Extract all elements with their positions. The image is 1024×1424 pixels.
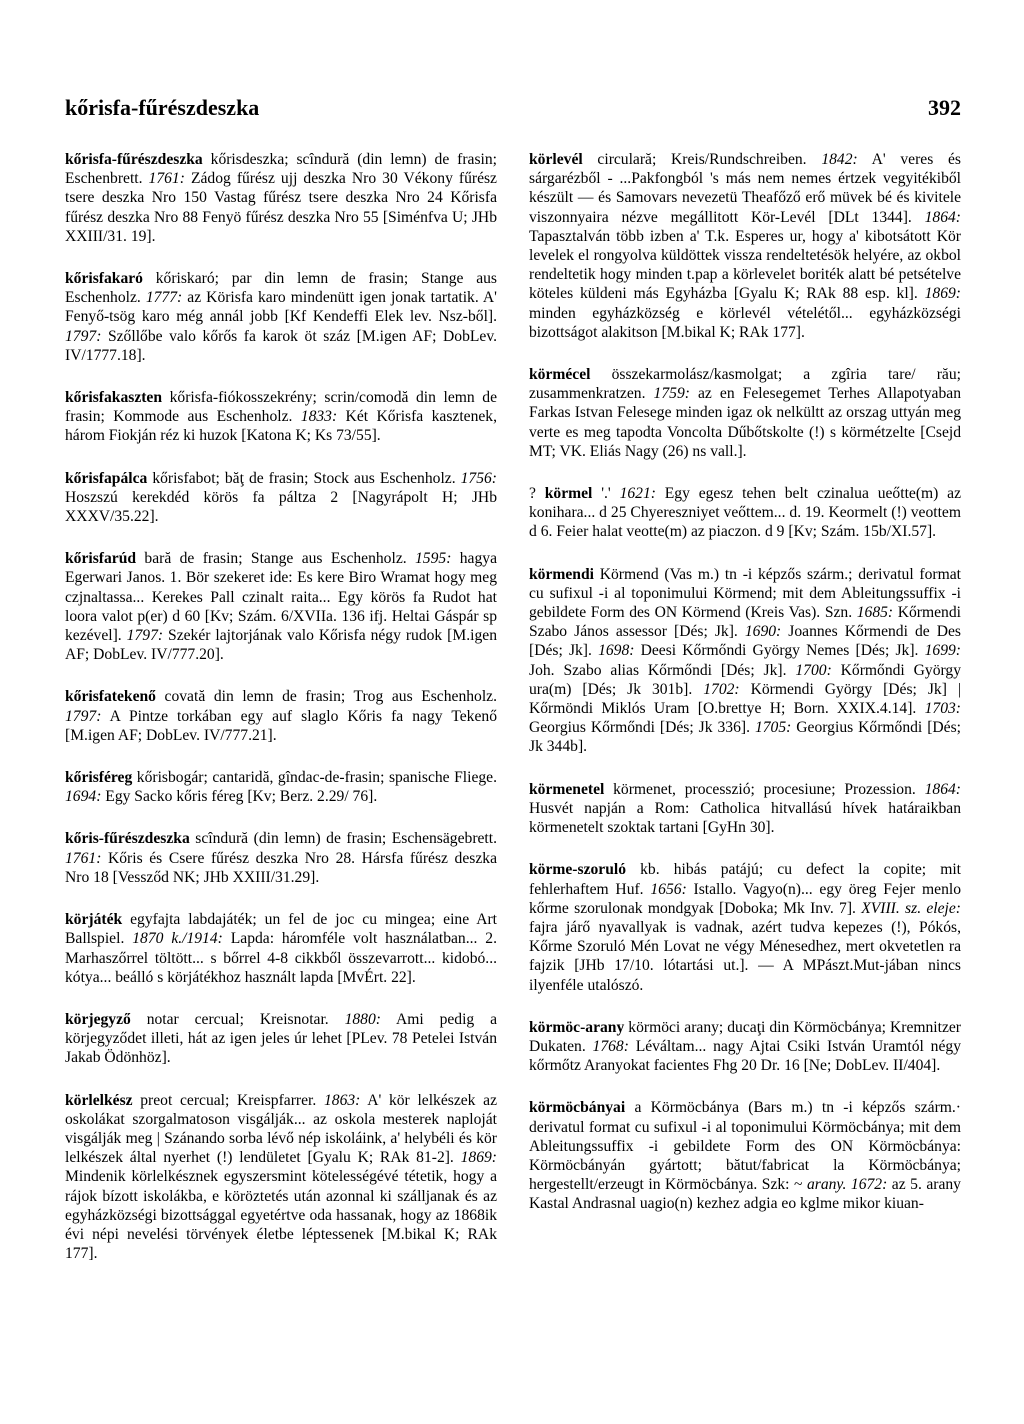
entry-text: bară de frasin; Stange aus Eschenholz. xyxy=(136,550,415,568)
entry-text: Hoszszú kerekdéd körös fa páltza 2 [Nagyrápolt H; JHb XXXV/35.22]. xyxy=(65,488,497,526)
entry-text: fajra járő nyavallyak is vadnak, azért tudva kepezes (!), Pókós, Kőrme Szoruló Mén Lovat ne végy Ménesedhez, mert okvetetlen ra fajzik [JHb 17/10. lótartási ut.]. — A MPászt.Mut-jában nincs ilyenféle utalószó. xyxy=(529,918,961,994)
entry-text: A' veres és sárgarézből - ...Pakfongból 's más nem nemes értzek vegyitékiből készült — és Samovars nevezetü Theafőző erő müvek bé és kivitele viszonnyaira nézve megállitott Kör-Levél [DLt 1344]. xyxy=(529,151,961,226)
entry-text: kőrisdeszka; scîndură (din lemn) de frasin; Eschenbrett. xyxy=(65,151,497,188)
entry-text: A' kör lelkészek az oskolákat szorgalmatoson visgálják... az oskola mesterek naploját visgálják meg | Szánando sorba lévő nép iskoláink, a' helybéli és kör lelkészek által nyerhet (!) lendületet [Gyalu K; RAk 81-2]. xyxy=(65,1091,497,1167)
date-label: 1761: xyxy=(65,849,102,867)
date-label: 1869: xyxy=(460,1149,497,1167)
dictionary-entry xyxy=(65,150,497,246)
dictionary-entry xyxy=(529,565,961,757)
date-label: 1869: xyxy=(924,285,961,303)
headword: körlelkész xyxy=(65,1091,133,1109)
date-label: 1870 k./1914: xyxy=(132,930,223,948)
entry-text: A Pintze torkában egy auf slaglo Kőris fa nagy Tekenő [M.igen AF; DobLev. IV/777.21]. xyxy=(65,707,497,744)
entry-text: Egy Sacko kőris féreg [Kv; Berz. 2.29/ 76]. xyxy=(101,788,378,806)
date-label: 1700: xyxy=(795,661,832,679)
entry-text: Ami pedig a körjegyződet illeti, hát az igen jeles úr lehet [PLev. 78 Petelei István Jakab Ödönhöz]. xyxy=(65,1010,498,1067)
headword: kőrisfakaró xyxy=(65,270,143,288)
entry-text: notar cercual; Kreisnotar. xyxy=(130,1010,345,1028)
entry-text: körmenet, processzió; procesiune; Prozession. xyxy=(604,780,925,798)
entry-text: preot cercual; Kreispfarrer. xyxy=(132,1091,324,1109)
headword: körmécel xyxy=(529,366,591,384)
entry-text: hagya Egerwari Janos. 1. Bör szekeret ide: Es kere Biro Wramat hogy meg czjnaltassa... Kerekes Pall czinalt raita... Egy körös fa Rudot hat loora valot p(er) d 60 [Kv; Szám. 6/XVIIa. 136 ifj. Heltai Gáspár sp kezével]. xyxy=(65,550,497,645)
entry-text: Körmend (Vas m.) tn -i képzős szárm.; derivatul format cu sufixul -i al toponimului Körmend; mit dem Ableitungssuffix -i gebildete Form des ON Körmend (Kreis Vas). Szn. xyxy=(529,565,961,622)
headword: körlevél xyxy=(529,151,583,168)
dictionary-entry xyxy=(65,768,497,806)
date-label: 1621: xyxy=(619,485,656,503)
headword: kőrisfarúd xyxy=(65,550,137,568)
entry-text: kb. hibás patájú; cu defect la copite; mit fehlerhaftem Huf. xyxy=(529,861,961,898)
entry-text: Georgius Kőrmőndi [Dés; Jk 344b]. xyxy=(529,719,961,756)
entry-text: Mindenik körlelkésznek egyszersmint kötelességévé tétetik, hogy a rájok bízott iskolákba, e köröztetés után azonnal ki szálljanak és az egyházközségi bizottsággal egyetértve oda hassanak, hogy az 1868ik évi népi nevelési törvények életbe léptessenek [M.bikal K; RAk 177]. xyxy=(65,1168,497,1263)
dictionary-entry xyxy=(529,484,961,542)
dictionary-entry xyxy=(529,860,961,994)
date-label: 1880: xyxy=(344,1010,381,1028)
date-label: 1761: xyxy=(148,170,185,188)
entry-text: kőrisbogár; cantaridă, gîndac-de-frasin; spanische Fliege. xyxy=(132,769,497,787)
dictionary-entry xyxy=(65,469,497,527)
entry-text: Georgius Kőrmőndi [Dés; Jk 336]. xyxy=(529,719,755,737)
date-label: 1698: xyxy=(598,642,635,660)
entry-text: Deesi Kőrmőndi György Nemes [Dés; Jk]. xyxy=(634,642,925,660)
headword: kőrisfatekenő xyxy=(65,688,156,706)
date-label: 1672: xyxy=(850,1176,888,1194)
headword: kőrisfa-fűrészdeszka xyxy=(65,151,203,168)
date-label: 1864: xyxy=(924,208,961,226)
entry-text: összekarmolász/kasmolgat; a zgîria tare/ rău; zusammenkratzen. xyxy=(529,366,961,403)
date-label: 1797: xyxy=(65,327,102,345)
dictionary-entry xyxy=(529,150,961,342)
date-label: 1797: xyxy=(126,627,164,645)
dictionary-entry xyxy=(65,388,497,446)
date-label: 1777: xyxy=(145,289,183,307)
entry-text: Zádog fűrész ujj deszka Nro 30 Vékony fűrész tsere deszka Nro 150 Vastag fűrész tsere deszka Nro 24 Kőrisfa fűrész deszka Nro 88 Fenyö fűrész deszka Nro 55 [Siménfva U; JHb XXIII/31. 19]. xyxy=(65,170,497,245)
entry-text: Körmendi György [Dés; Jk] | Kőrmöndi Miklós Uram [O.brettye H; Born. XXIX.4.14]. xyxy=(529,680,961,718)
dictionary-entry xyxy=(529,780,961,838)
headword: körmendi xyxy=(529,565,594,583)
page-number: 392 xyxy=(928,95,961,120)
entry-text: Egy egesz tehen belt czinalua ueőtte(m) az konihara... d 25 Chyereszniyet veőttem... d. 19. Keormelt (!) veottem d 6. Feier halat veotte(m) az piaczon. d 9 [Kv; Szám. 15b/XI.57]. xyxy=(529,485,961,541)
right-column xyxy=(529,150,961,1237)
entry-text: Két Kőrisfa kasztenek, három Fiokján réz ki huzok [Katona K; Ks 73/55]. xyxy=(65,408,497,445)
date-label: 1768: xyxy=(592,1037,629,1055)
dictionary-entry xyxy=(529,365,961,461)
entry-text: a Körmöcbánya (Bars m.) tn -i képzős szárm.· derivatul format cu sufixul -i al toponimului Körmöcbánya; mit dem Ableitungssuffix -i gebildete Form des ON Körmöcbánya: Körmöcbányán gyártott; bătut/fabricat la Körmöcbánya; hergestellt/erzeugt in Körmöcbánya. Szk: ~ xyxy=(529,1099,961,1194)
entry-text: Husvét napján a Rom: Catholica hitvallású hívek határaikban körmenetelt szoktak tartani [GyHn 30]. xyxy=(529,799,961,837)
headword: körmöc-arany xyxy=(529,1018,625,1036)
date-label: XVIII. sz. eleje: xyxy=(861,899,961,917)
left-column xyxy=(65,150,497,1286)
entry-text: Tapasztalván több izben a' T.k. Esperes ur, hogy a' kibotsátott Kör levelek el rongyolva küldöttek vissza rendeltetésök helyére, az okbol rendeltetik hogy minden t.pap a körlevelet boriték alatt bé petsételve köteles küldeni más Egyházba [Gyalu K; RAk 88 esp. kl]. xyxy=(529,227,961,303)
entry-text: Léváltam... nagy Ajtai Csiki István Uramtól négy kőrmőtz Aranyokat facientes Fhg 20 Dr. 16 [Ne; DobLev. II/404]. xyxy=(529,1037,961,1075)
dictionary-entry xyxy=(65,269,497,365)
headword: kőrisfakaszten xyxy=(65,389,163,407)
running-head xyxy=(65,95,961,127)
date-label: 1694: xyxy=(65,788,102,806)
entry-text: kőrisfabot; băţ de frasin; Stock aus Eschenholz. xyxy=(147,469,461,487)
date-label: 1797: xyxy=(65,707,102,725)
entry-text: covată din lemn de frasin; Trog aus Eschenholz. xyxy=(155,688,497,706)
date-label: 1702: xyxy=(703,680,740,698)
date-label: 1690: xyxy=(744,623,782,641)
dictionary-entry xyxy=(65,1091,497,1264)
dictionary-entry xyxy=(65,549,497,664)
entry-text: Joh. Szabo alias Kőrmőndi [Dés; Jk]. xyxy=(529,661,796,679)
headword: körmel xyxy=(544,485,593,503)
dictionary-entry xyxy=(529,1018,961,1076)
entry-text: Kőris és Csere fűrész deszka Nro 28. Hársfa fűrész deszka Nro 18 [Vessződ NK; JHb XXIII/31.29]. xyxy=(65,849,497,886)
headword: körmöcbányai xyxy=(529,1099,626,1117)
dictionary-entry xyxy=(65,687,497,745)
entry-text: Szekér lajtorjának valo Kőrisfa négy rudok [M.igen AF; DobLev. IV/777.20]. xyxy=(65,627,497,664)
headword: körmenetel xyxy=(529,780,605,798)
dictionary-entry xyxy=(529,1098,961,1213)
entry-text: az 5. arany Kastal Andrasnal uagio(n) kezhez adgia eo kglme mikor kiuan- xyxy=(529,1176,961,1213)
date-label: 1842: xyxy=(821,151,858,168)
date-label: 1595: xyxy=(415,550,452,568)
entry-text: Kőrmendi Szabo János assessor [Dés; Jk]. xyxy=(529,604,961,641)
entry-text: kőrisfa-fiókosszekrény; scrin/comodă din lemn de frasin; Kommode aus Eschenholz. xyxy=(65,389,497,426)
date-label: 1685: xyxy=(856,604,894,622)
date-label: 1864: xyxy=(924,780,961,798)
entry-text: minden egyházközség e körlevél vételétől... egyházközségi bizottságot alakitson [M.bikal K; RAk 177]. xyxy=(529,304,961,341)
date-label: arany. xyxy=(806,1176,847,1194)
date-label: 1699: xyxy=(924,642,961,660)
dictionary-entry xyxy=(65,829,497,887)
headword: körjáték xyxy=(65,911,123,929)
headword: kőrisfapálca xyxy=(65,469,148,487)
entry-text: circulară; Kreis/Rundschreiben. xyxy=(582,151,822,168)
date-label: 1863: xyxy=(323,1091,361,1109)
entry-text: Lapda: háromféle volt használatban... 2. Marhaszőrrel töltött... s bőrrel 4-8 cikkből összevarrott... kidobó... kótya... beálló s körjátékhoz használt lapda [MvÉrt. 22]. xyxy=(65,930,497,986)
entry-text: Joannes Kőrmendi de Des [Dés; Jk]. xyxy=(529,623,961,660)
running-head-title: kőrisfa-fűrészdeszka xyxy=(65,95,260,120)
entry-text: scîndură (din lemn) de frasin; Eschensägebrett. xyxy=(189,830,497,848)
headword: körme-szoruló xyxy=(529,861,627,879)
date-label: 1756: xyxy=(460,469,497,487)
entry-text: Istallo. Vagyo(n)... egy öreg Fejer menlo kőrme szorulonak mondgyak [Doboka; Mk Inv. 7]. xyxy=(529,880,961,917)
date-label: 1759: xyxy=(653,385,690,403)
entry-text: kőriskaró; par din lemn de frasin; Stange aus Eschenholz. xyxy=(65,270,497,307)
date-label: 1833: xyxy=(300,408,338,426)
date-label: 1705: xyxy=(754,719,792,737)
headword: kőrisféreg xyxy=(65,769,133,787)
dictionary-entry xyxy=(65,910,497,987)
headword: körjegyző xyxy=(65,1010,131,1028)
entry-text: az en Felesegemet Terhes Allapotyaban Farkas Istvan Felesege minden igaz ok nelkültt az orszag uttyán meg verte es meg tapodta Voncolta Dűbőtskolte (!) s körmétzelte [Csejd MT; VK. Eliás Nagy (26) ns vall.]. xyxy=(529,385,961,460)
date-label: 1656: xyxy=(650,880,687,898)
headword: kőris-fűrészdeszka xyxy=(65,830,190,848)
entry-text: egyfajta labdajáték; un fel de joc cu mingea; eine Art Ballspiel. xyxy=(65,911,497,948)
entry-text: az Körisfa karo mindenütt igen jonak tartatik. A' Fenyő-tsög karo még annál jobb [Kf Kendeffi Elek lev. Nsz-ből]. xyxy=(65,289,497,326)
dictionary-entry xyxy=(65,1010,497,1068)
entry-text: ? xyxy=(529,485,545,503)
date-label: 1703: xyxy=(924,700,961,718)
entry-text: '.' xyxy=(592,485,620,503)
entry-text: Szőllőbe valo kőrős fa karok öt száz [M.igen AF; DobLev. IV/1777.18]. xyxy=(65,327,497,364)
entry-text: körmöci arany; ducaţi din Körmöcbánya; Kremnitzer Dukaten. xyxy=(529,1018,961,1055)
entry-text: Kőrmőndi György ura(m) [Dés; Jk 301b]. xyxy=(529,661,961,698)
